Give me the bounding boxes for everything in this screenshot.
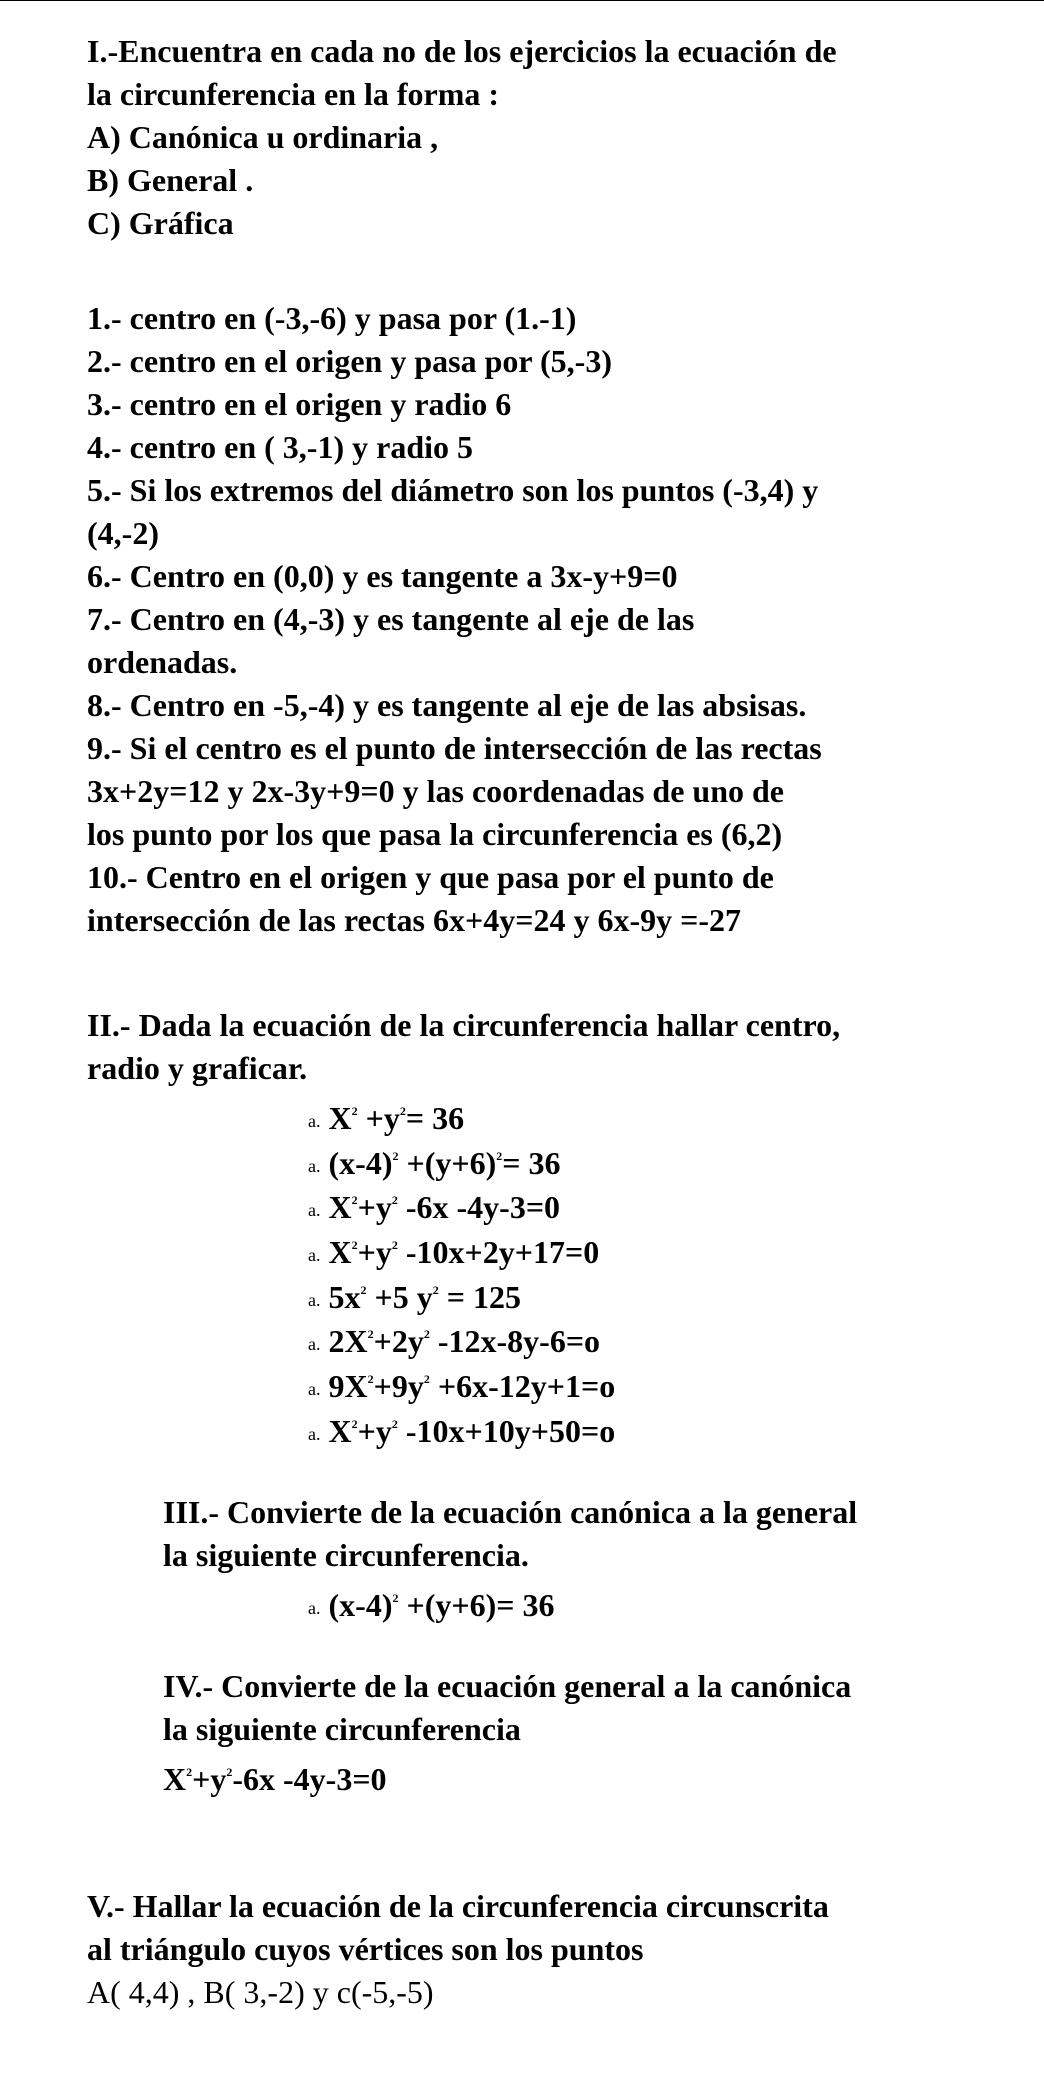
equation-item: a. $X^2+y^2$ -10x+2y+17=0 bbox=[308, 1234, 600, 1271]
equation-item: a. $X^2+y^2$ -10x+10y+50=o bbox=[308, 1412, 616, 1449]
exercise-7-cont: ordenadas. bbox=[87, 644, 238, 680]
form-option-a: A) Canónica u ordinaria , bbox=[87, 119, 439, 155]
section-3-title-line: la siguiente circunferencia. bbox=[163, 1537, 529, 1573]
form-option-b: B) General . bbox=[87, 162, 254, 198]
list-marker: a. bbox=[308, 1245, 321, 1266]
exercise-5: 5.- Si los extremos del diámetro son los puntos (-3,4) y bbox=[87, 472, 819, 508]
section-2 bbox=[87, 1004, 1017, 1090]
equation-item: a. $5x^2 +5$ $y^2 = 125$ bbox=[308, 1278, 521, 1315]
section-1-title-line: la circunferencia en la forma : bbox=[87, 76, 500, 112]
section-3 bbox=[163, 1491, 1043, 1577]
exercise-5-cont: (4,-2) bbox=[87, 515, 159, 551]
top-border-line bbox=[0, 0, 1044, 1]
section-5-title-line: al triángulo cuyos vértices son los puntos bbox=[87, 1931, 644, 1967]
equation-item: a. $(x-4)^2 +(y+6)= 36$ bbox=[308, 1587, 555, 1623]
exercise-8: 8.- Centro en -5,-4) y es tangente al eje de las absisas. bbox=[87, 687, 807, 723]
exercise-7: 7.- Centro en (4,-3) y es tangente al eje de las bbox=[87, 601, 695, 637]
list-marker: a. bbox=[308, 1200, 321, 1221]
section-1-exercises bbox=[87, 297, 1017, 942]
section-2-title-line: II.- Dada la ecuación de la circunferencia hallar centro, bbox=[87, 1007, 841, 1043]
list-marker: a. bbox=[308, 1155, 321, 1176]
section-5 bbox=[87, 1885, 1017, 2014]
form-option-c: C) Gráfica bbox=[87, 205, 234, 241]
section-4-title-line: IV.- Convierte de la ecuación general a la canónica bbox=[163, 1668, 852, 1704]
section-5-title-line: V.- Hallar la ecuación de la circunferencia circunscrita bbox=[87, 1888, 829, 1924]
section-1 bbox=[87, 30, 1017, 245]
equation-item: a. $X^2+y^2$ -6x -4y-3=0 bbox=[308, 1189, 561, 1226]
exercise-6: 6.- Centro en (0,0) y es tangente a 3x-y+9=0 bbox=[87, 558, 678, 594]
equation-item: a. $X^2 +y^2= 36$ bbox=[308, 1100, 465, 1136]
list-marker: a. bbox=[308, 1423, 321, 1444]
exercise-10-cont: intersección de las rectas 6x+4y=24 y 6x-9y =-27 bbox=[87, 902, 741, 938]
section-4-title-line: la siguiente circunferencia bbox=[163, 1711, 521, 1747]
list-marker: a. bbox=[308, 1111, 321, 1131]
list-marker: a. bbox=[308, 1379, 321, 1400]
exercise-9: 9.- Si el centro es el punto de intersección de las rectas bbox=[87, 730, 822, 766]
section-2-equation-list bbox=[308, 1089, 1008, 1447]
section-2-title-line: radio y graficar. bbox=[87, 1050, 308, 1086]
exercise-9-cont: 3x+2y=12 y 2x-3y+9=0 y las coordenadas de uno de bbox=[87, 773, 784, 809]
triangle-vertices: A( 4,4) , B( 3,-2) y c(-5,-5) bbox=[87, 1974, 434, 2010]
exercise-1: 1.- centro en (-3,-6) y pasa por (1.-1) bbox=[87, 300, 577, 336]
equation-item: a. $9X^2+9y^2 +6x-12y+1=o$ bbox=[308, 1368, 616, 1405]
equation-item: a. $2X^2+2y^2$ -12x-8y-6=o bbox=[308, 1323, 601, 1360]
section-3-title-line: III.- Convierte de la ecuación canónica a la general bbox=[163, 1494, 858, 1530]
exercise-2: 2.- centro en el origen y pasa por (5,-3) bbox=[87, 343, 612, 379]
exercise-10: 10.- Centro en el origen y que pasa por el punto de bbox=[87, 859, 774, 895]
list-marker: a. bbox=[308, 1289, 321, 1310]
exercise-3: 3.- centro en el origen y radio 6 bbox=[87, 386, 512, 422]
section-3-equation bbox=[308, 1576, 1008, 1621]
list-marker: a. bbox=[308, 1598, 321, 1618]
section-1-title-line: I.-Encuentra en cada no de los ejercicios la ecuación de bbox=[87, 33, 837, 69]
section-4-equation: $X^2+y^2-6x$ -4y-3=0 bbox=[163, 1761, 387, 1797]
exercise-4: 4.- centro en ( 3,-1) y radio 5 bbox=[87, 429, 473, 465]
section-4 bbox=[163, 1665, 1043, 1797]
equation-item: a. $(x-4)^2 +(y+6)^2= 36$ bbox=[308, 1144, 561, 1181]
exercise-9-cont: los punto por los que pasa la circunferencia es (6,2) bbox=[87, 816, 783, 852]
list-marker: a. bbox=[308, 1334, 321, 1355]
